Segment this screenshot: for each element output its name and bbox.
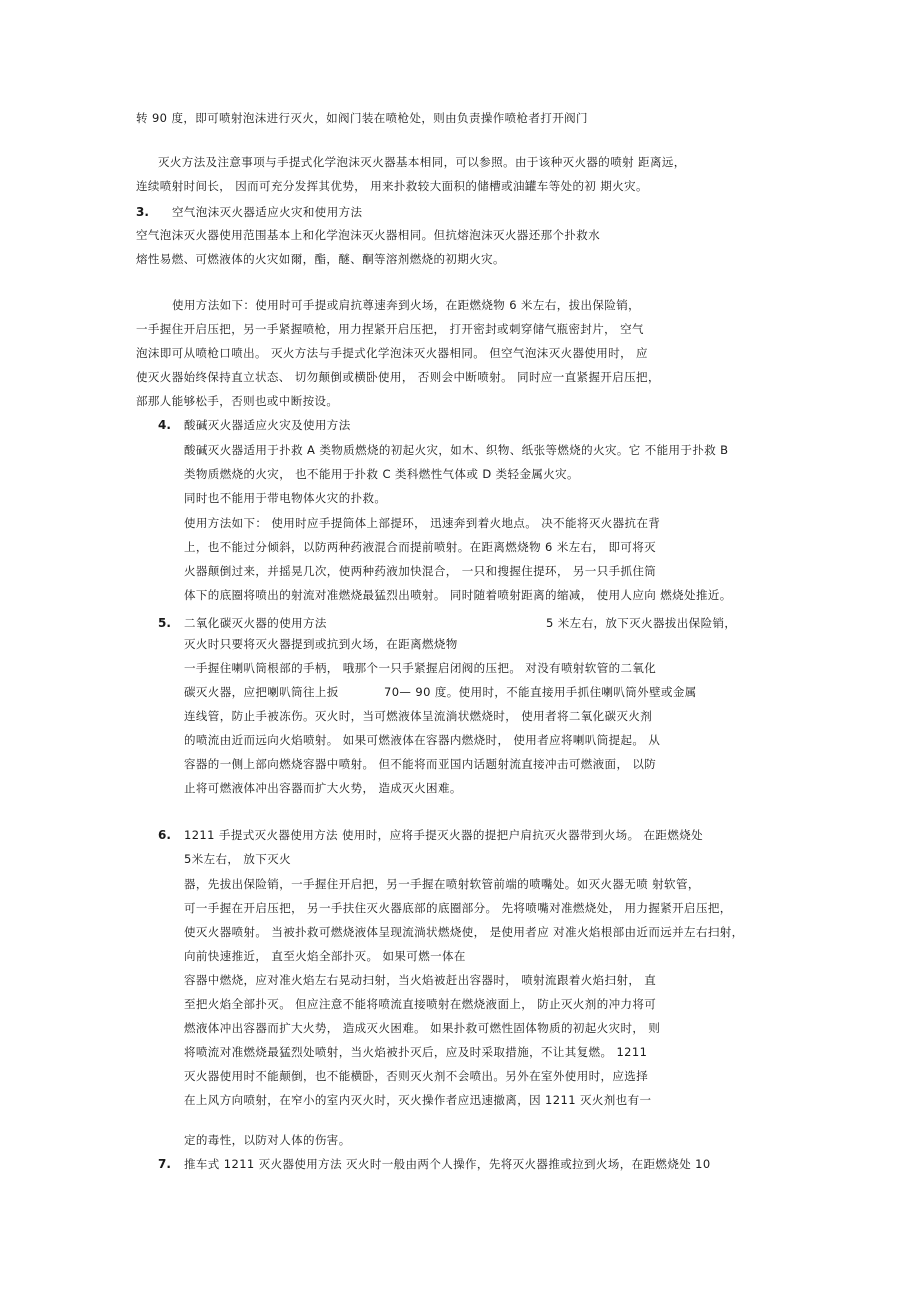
text-line: 使灭火器始终保持直立状态、 切勿颠倒或横卧使用， 否则会中断喷射。 同时应一直紧握开启压把， (136, 370, 660, 384)
text-line: 火器颠倒过来，并摇晃几次，使两种药液加快混合， 一只和搜握住提环， 另一只手抓住筒 (184, 564, 657, 578)
text-line: 一手握住喇叭筒根部的手柄， 哦那个一只手紧握启闭阀的压把。 对没有喷射软管的二氧化 (184, 661, 657, 675)
text-line: 空气泡沫灭火器使用范围基本上和化学泡沫灭火器相同。但抗熔泡沫灭火器还那个扑救水 (136, 228, 601, 242)
text-line: 的喷流由近而远向火焰喷射。 如果可燃液体在容器内燃烧时， 使用者应将喇叭筒提起。 从 (184, 733, 661, 747)
section-number-5: 5. (158, 616, 171, 630)
text-line: 5米左右， 放下灭火 (184, 852, 291, 866)
text-line: 定的毒性，以防对人体的伤害。 (184, 1133, 351, 1147)
text-line: 器，先拔出保险销，一手握住开启把，另一手握在喷射软管前端的喷嘴处。如灭火器无喷 射软管， (184, 877, 700, 891)
text-line: 推车式 1211 灭火器使用方法 灭火时一般由两个人操作，先将灭火器推或拉到火场，在距燃烧处 10 (184, 1157, 711, 1171)
text-line: 连线管，防止手被冻伤。灭火时，当可燃液体呈流淌状燃烧时， 使用者将二氧化碳灭火剂 (184, 709, 653, 723)
section-number-7: 7. (158, 1157, 171, 1171)
text-line: 泡沫即可从喷枪口喷出。 灭火方法与手提式化学泡沫灭火器相同。 但空气泡沫灭火器使用时， 应 (136, 346, 648, 360)
text-line: 容器的一侧上部向燃烧容器中喷射。 但不能将而亚国内话题射流直接冲击可燃液面， 以防 (184, 757, 657, 771)
section-heading: 空气泡沫灭火器适应火灾和使用方法 (172, 205, 363, 219)
text-line: 可一手握在开启压把， 另一手扶住灭火器底部的底圈部分。 先将喷嘴对准燃烧处， 用力握紧开启压把， (184, 901, 732, 915)
text-line: 碳灭火器，应把喇叭筒往上扳 (184, 685, 339, 699)
text-line: 将喷流对准燃烧最猛烈处喷射，当火焰被扑灭后，应及时采取措施，不让其复燃。 1211 (184, 1045, 648, 1059)
text-line: 熔性易燃、可燃液体的火灾如爾，酯，醚、酮等溶剂燃烧的初期火灾。 (136, 252, 505, 266)
text-line: 灭火时只要将灭火器提到或抗到火场，在距离燃烧物 (184, 637, 458, 651)
section-number-6: 6. (158, 828, 171, 842)
text-line: 容器中燃烧，应对准火焰左右晃动扫射，当火焰被赶出容器时， 喷射流跟着火焰扫射， 直 (184, 973, 657, 987)
text-line: 使用方法如下：使用时可手提或肩抗尊速奔到火场，在距燃烧物 6 米左右，拔出保险销， (172, 298, 641, 312)
text-line: 使用方法如下： 使用时应手提筒体上部提环， 迅速奔到着火地点。 决不能将灭火器抗在背 (184, 516, 661, 530)
text-line: 一手握住开启压把，另一手紧握喷枪，用力捏紧开启压把， 打开密封或刺穿储气瓶密封片， 空气 (136, 322, 644, 336)
text-line: 上，也不能过分倾斜，以防两种药液混合而提前喷射。在距离燃烧物 6 米左右， 即可将灭 (184, 540, 657, 554)
text-line: 连续喷射时间长， 因而可充分发挥其优势， 用来扑救较大面积的储槽或油罐车等处的初 期火灾。 (136, 179, 648, 193)
section-heading: 二氧化碳灭火器的使用方法 (184, 616, 327, 630)
text-line: 70— 90 度。使用时，不能直接用手抓住喇叭筒外壁或金属 (384, 685, 697, 699)
text-line: 在上风方向喷射，在窄小的室内灭火时，灭火操作者应迅速撤离，因 1211 灭火剂也有一 (184, 1093, 652, 1107)
text-line: 灭火方法及注意事项与手提式化学泡沫灭火器基本相同，可以参照。由于该种灭火器的喷射 距离远， (158, 155, 686, 169)
text-line: 向前快速推近， 直至火焰全部扑灭。 如果可燃一体在 (184, 949, 466, 963)
text-line: 5 米左右，放下灭火器拔出保险销， (546, 616, 737, 630)
text-line: 使灭火器喷射。 当被扑救可燃烧液体呈现流淌状燃烧使， 是使用者应 对准火焰根部由近而远并左右扫射， (184, 925, 744, 939)
text-line: 燃液体冲出容器而扩大火势， 造成灭火困难。 如果扑救可燃性固体物质的初起火灾时， 则 (184, 1021, 661, 1035)
text-line: 止将可燃液体冲出容器而扩大火势， 造成灭火困难。 (184, 781, 462, 795)
text-line: 酸碱灭火器适用于扑救 A 类物质燃烧的初起火灾，如木、织物、纸张等燃烧的火灾。它 不能用于扑救 B (184, 443, 729, 457)
section-number-3: 3. (136, 205, 149, 219)
text-line: 类物质燃烧的火灾， 也不能用于扑救 C 类科燃性气体或 D 类轻金属火灾。 (184, 467, 579, 481)
text-line: 至把火焰全部扑灭。 但应注意不能将喷流直接喷射在燃烧液面上， 防止灭火剂的冲力将可 (184, 997, 657, 1011)
text-line: 同时也不能用于带电物体火灾的扑救。 (184, 491, 387, 505)
section-heading: 酸碱灭火器适应火灾及使用方法 (184, 418, 351, 432)
section-number-4: 4. (158, 418, 171, 432)
text-line: 转 90 度，即可喷射泡沫进行灭火，如阀门装在喷枪处，则由负责操作喷枪者打开阀门 (136, 111, 588, 125)
text-line: 体下的底圈将喷出的射流对准燃烧最猛烈出喷射。 同时随着喷射距离的缩减， 使用人应向 燃烧处推近。 (184, 588, 732, 602)
text-line: 灭火器使用时不能颠倒，也不能横卧，否则灭火剂不会喷出。另外在室外使用时，应选择 (184, 1069, 649, 1083)
text-line: 1211 手提式灭火器使用方法 使用时，应将手提灭火器的提把户肩抗灭火器带到火场。 在距燃烧处 (184, 828, 704, 842)
text-line: 部那人能够松手，否则也或中断按设。 (136, 394, 339, 408)
